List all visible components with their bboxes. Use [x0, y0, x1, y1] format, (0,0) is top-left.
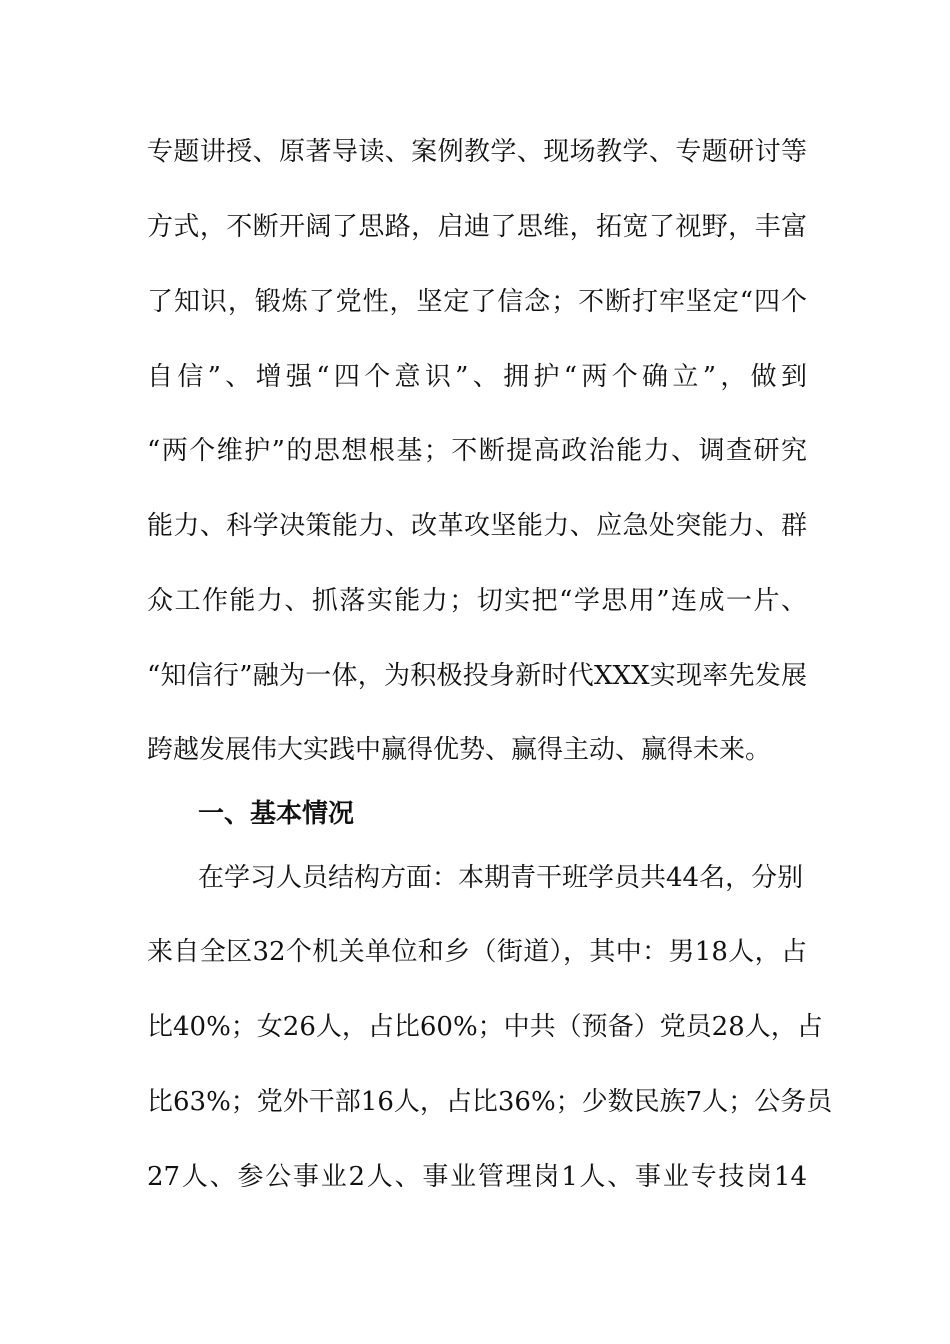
- paragraph-line: 专题讲授、原著导读、案例教学、现场教学、专题研讨等: [147, 137, 807, 167]
- paragraph-line: 在学习人员结构方面：本期青干班学员共44名，分别: [198, 863, 804, 893]
- paragraph-line: “两个维护”的思想根基；不断提高政治能力、调查研究: [147, 436, 807, 466]
- section-heading: 一、基本情况: [198, 799, 355, 829]
- paragraph-line: 方式，不断开阔了思路，启迪了思维，拓宽了视野，丰富: [147, 212, 807, 242]
- paragraph-line: 27人、参公事业2人、事业管理岗1人、事业专技岗14: [147, 1162, 807, 1192]
- paragraph-line: 自信”、增强“四个意识”、拥护“两个确立”，做到: [147, 362, 807, 392]
- paragraph-line: 比63%；党外干部16人，占比36%；少数民族7人；公务员: [147, 1087, 833, 1117]
- paragraph-line: 了知识，锻炼了党性，坚定了信念；不断打牢坚定“四个: [147, 287, 807, 317]
- paragraph-line: 众工作能力、抓落实能力；切实把“学思用”连成一片、: [147, 586, 807, 616]
- paragraph-line: 跨越发展伟大实践中赢得优势、赢得主动、赢得未来。: [147, 735, 772, 765]
- paragraph-line: “知信行”融为一体，为积极投身新时代XXX实现率先发展: [147, 661, 807, 691]
- paragraph-line: 能力、科学决策能力、改革攻坚能力、应急处突能力、群: [147, 511, 807, 541]
- paragraph-line: 比40%；女26人，占比60%；中共（预备）党员28人，占: [147, 1012, 823, 1042]
- paragraph-line: 来自全区32个机关单位和乡（街道），其中：男18人，占: [147, 937, 807, 967]
